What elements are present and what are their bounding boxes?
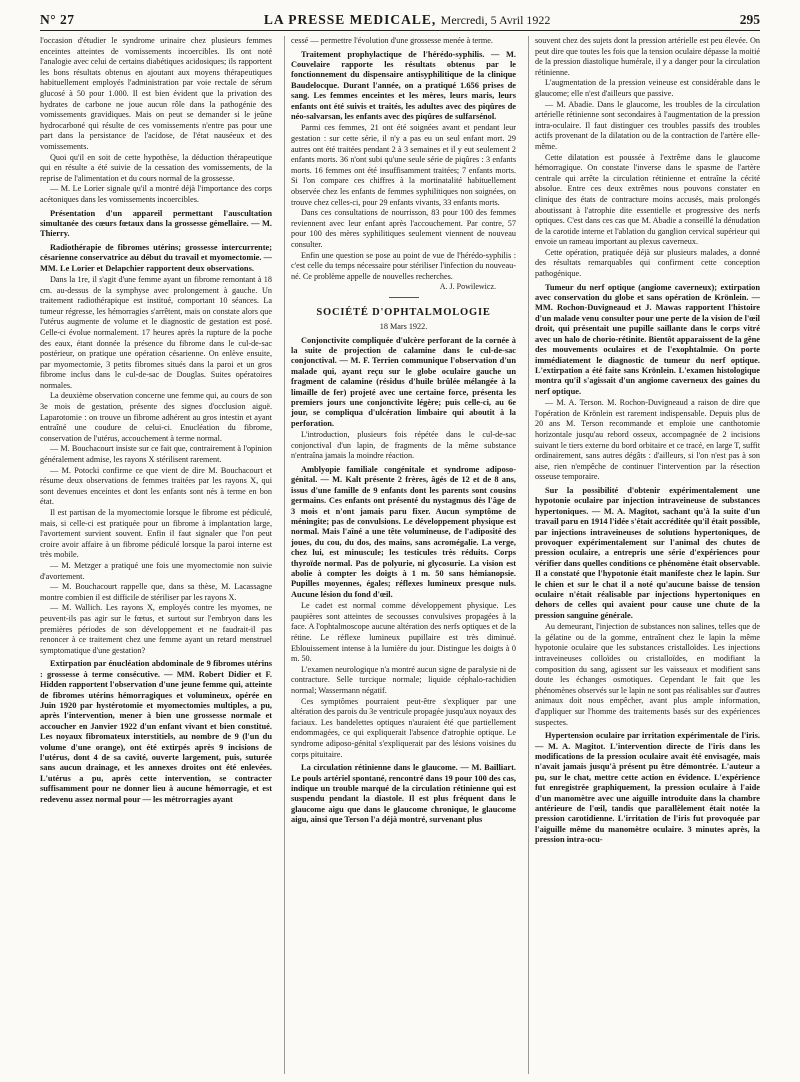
column-3 — [528, 36, 760, 1074]
section-heading: Conjonctivite compliquée d'ulcère perforant de la cornée à la suite de projection de calamine dans le cul-de-sac conjonctival. — M. F. Terrien communique l'observation d'un malade qui, ayant reçu sur le globe oculaire gauche un fragment de calamine (résidus d'huile brûlée mélangée à la limaille de fer) projeté avec une certaine force, présenta les premiers jours une conjonctivite légère; puis celle-ci, au 6e jour, se compliqua d'ulcération limbaire qui aboutit à la perforation. — [291, 335, 516, 428]
section-heading: La circulation rétinienne dans le glaucome. — M. Bailliart. Le pouls artériel spontané, rencontré dans 19 pour 100 des cas, indique un trouble marqué de la circulation rétinienne qui est suspendu pendant la diastole. Il est plus fréquent dans le glaucome aigu que dans le glaucome chronique, le glaucome aigu, ainsi que Terson l'a déjà montré, survenant plus — [291, 763, 516, 825]
paragraph: — M. Abadie. Dans le glaucome, les troubles de la circulation artérielle rétinienne sont secondaires à l'augmentation de la pression intra-oculaire. Il faut distinguer ces troubles passifs des troubles actifs provenant de la dilatation ou de la contraction de l'artère elle-même. — [535, 99, 760, 151]
paragraph: — M. Metzger a pratiqué une fois une myomectomie non suivie d'avortement. — [40, 560, 272, 581]
paragraph: Dans la 1re, il s'agit d'une femme ayant un fibrome remontant à 18 cm. au-dessus de la symphyse avec prolongement à gauche. Un traitement radiothérapique est institué, comportant 10 séances. La tumeur régresse, les hémorragies s'arrêtent, mais on constate alors que l'utérus augmente de volume et le diagnostic de gestation est posé. Celle-ci évolue normalement. 17 heures après la rupture de la poche des eaux, étant donnée la présence du fibrome dans le cul-de-sac postérieur, on pratique une opération césarienne. On enlève ensuite, par myomectomie, 3 petits fibromes situés dans la paroi et un gros fibrome inclus dans le cul-de-sac de Douglas. Suites opératoires normales. — [40, 274, 272, 390]
paragraph: Au demeurant, l'injection de substances non salines, telles que de la gélatine ou de la gomme, entraînent chez le lapin la même hypotonie oculaire que les substances cristalloïdes. Les injections intraveineuses colloïdes ou cristalloïdes, en modifiant la composition du sang, agissent sur les vaisseaux et modifient sans doute les échanges osmotiques. Cependant le fait que les phénomènes observés sur le lapin ne sont pas réalisables sur d'autres animaux doit nous empêcher, avant plus ample information, d'appliquer sur l'homme des traitements basés sur des expériences suspectes. — [535, 622, 760, 727]
society-heading: SOCIÉTÉ D'OPHTALMOLOGIE — [316, 306, 491, 318]
paragraph: La deuxième observation concerne une femme qui, au cours de son 3e mois de gestation, présente des signes d'occlusion aiguë. Laparotomie : on trouve un fibrome adhérent au gros intestin et ayant entraîné une coudure de celui-ci. Enucléation du fibrome, conservation de l'utérus, accouchement à terme normal. — [40, 391, 272, 443]
section-heading: Tumeur du nerf optique (angiome caverneux); extirpation avec conservation du globe et sans opération de Krönlein. — MM. Rochon-Duvigneaud et J. Mawas rapportent l'histoire d'un malade venu consulter pour une perte de la vision de l'œil droit, qui présentait une pupille saillante dans le corps vitré avec un halo de chorio-rétinite. Bientôt apparaissent de la gêne des mouvements oculaires et de l'exophtalmie. On porte immédiatement le diagnostic de tumeur du nerf optique. L'extirpation a été faite sans Krönlein. L'examen histologique montra qu'il s'agissait d'un angiome caverneux des gaines du nerf optique. — [535, 282, 760, 396]
paragraph: Parmi ces femmes, 21 ont été soignées avant et pendant leur gestation : sur cette série, il n'y a pas eu un seul enfant mort. 29 autres ont été traitées pendant 2 à 3 semaines et il y eut seulement 2 enfants morts. 36 n'ont subi qu'une seule série de piqûres : 3 enfants morts. 16 femmes ont été insuffisamment traitées; 7 enfants morts. Si l'on compare ces chiffres à la mortinatalité habituellement observée chez les enfants de femmes syphilitiques non soignées, on trouve chez celles-ci, pour 29 enfants vivants, 33 enfants morts. — [291, 123, 516, 207]
section-heading: Traitement prophylactique de l'hérédo-syphilis. — M. Couvelaire rapporte les résultats obtenus par le fonctionnement du dispensaire antisyphilitique de la clinique Baudelocque. Durant l'année, on a pratiqué 1.656 prises de sang. Les femmes enceintes et les mères, leurs maris, leurs enfants ont été suivis et traités, les adultes avec des piqûres de néo-salvarsan, les enfants avec des piqûres de sulfarsénol. — [291, 49, 516, 122]
paragraph: Le cadet est normal comme développement physique. Les paupières sont atteintes de secousses convulsives propagées à la face. A l'ophtalmoscope aucune altération des nerfs optiques et de la rétine. Le réflexe lumineux pupillaire est très diminué. Eblouissement intense à la lumière du jour. Distingue les doigts à 0 m. 50. — [291, 601, 516, 664]
paragraph: L'augmentation de la pression veineuse est considérable dans le glaucome; elle n'est d'ailleurs que passive. — [535, 78, 760, 98]
section-heading: Amblyopie familiale congénitale et syndrome adiposo-génital. — M. Kalt présente 2 frères, âgés de 12 et de 8 ans, issus d'une famille de 9 enfants dont les parents sont cousins germains. Ces enfants ont présenté du nystagmus dès l'âge de 3 mois et n'ont jamais paru fixer. Aucun symptôme de méningite; pas de convulsions. Le développement physique est normal. Mais l'aîné a une tête volumineuse, de l'adiposité des joues, du cou, du dos, des mains, sans acromégalie. La verge, chez lui, est minuscule; les testicules très réduits. Corps thyroïde normal. Pas de polyurie, ni glycosurie. La vision est abolie à compter les doigts à 1 m. 50 sans hémianopsie. Pupilles moyennes, égales; réflexes lumineux presque nuls. Aucune lésion du fond d'œil. — [291, 464, 516, 599]
issue-date: Mercredi, 5 Avril 1922 — [440, 13, 551, 27]
paragraph: Cette opération, pratiquée déjà sur plusieurs malades, a donné des résultats remarquables qui confirment cette conception pathogénique. — [535, 247, 760, 279]
page-number: 295 — [739, 12, 760, 27]
paragraph: cessé — permettre l'évolution d'une grossesse menée à terme. — [291, 36, 493, 45]
section-divider — [389, 297, 419, 298]
paragraph: Cette dilatation est poussée à l'extrême dans le glaucome hémorragique. On constate l'inverse dans le spasme de l'artère centrale qui arrête la circulation rétinienne et entraîne la cécité absolue. Entre ces deux extrêmes nous pouvons constater en clinique des états de contracture moins accusés, mais prolongés aboutissant à l'atrophie dite essentielle et progressive des nerfs optiques. C'est dans ces cas que M. Abadie a conseillé la dénudation de la carotide interne et l'ablation du ganglion cervical supérieur qui envoie un rameau important au plexus caverneux. — [535, 152, 760, 247]
session-date: 18 Mars 1922. — [379, 321, 428, 331]
paragraph: — M. Bouchacourt rappelle que, dans sa thèse, M. Lacassagne montre combien il est difficile de stériliser par les rayons X. — [40, 582, 272, 602]
section-heading: Présentation d'un appareil permettant l'auscultation simultanée des cœurs fœtaux dans la grossesse gémellaire. — M. Thierry. — [40, 208, 272, 239]
issue-number: N° 27 — [40, 12, 75, 27]
paragraph: L'examen neurologique n'a montré aucun signe de paralysie ni de contracture. Selle turcique normale; liquide céphalo-rachidien normal; Wassermann négatif. — [291, 664, 516, 695]
section-heading: Sur la possibilité d'obtenir expérimentalement une hypotonie oculaire par injection intraveineuse de substances hypertoniques. — M. A. Magitot, sachant qu'à la suite d'un travail paru en 1914 l'idée s'était accréditée qu'il était possible, par injections intraveineuses de solutions hypertoniques, de provoquer expérimentalement sur l'animal des chutes de pression oculaire, a entrepris une série d'expériences pour vérifier dans quelles conditions ce phénomène était observable. Il a constaté que l'hypotonie était manifeste chez le lapin. Sur le chien et sur le chat il a noté qu'aucune baisse de tension oculaire n'était réalisable par injections hypertoniques en dehors de celles qui avaient pour cause une chute de la pression sanguine générale. — [535, 485, 760, 620]
paragraph: Dans ces consultations de nourrisson, 83 pour 100 des femmes reviennent avec leur enfant après l'accouchement. Par contre, 57 pour 100 des mères syphilitiques seulement viennent de nouveau consulter. — [291, 208, 516, 249]
author-signature: A. J. Powilewicz. — [439, 282, 496, 292]
column-2 — [284, 36, 516, 1074]
journal-title-line — [264, 12, 551, 28]
paragraph: l'occasion d'étudier le syndrome urinaire chez plusieurs femmes enceintes atteintes de vomissements incoercibles. Ils ont noté l'analogie avec celui de certains diabétiques acidosiques; ils rapportent les bons résultats obtenus en ajoutant aux moyens thérapeutiques habituellement employés l'administration par voie rectale de sérum glucosé à 50 pour 1.000. Il est bien évident que la privation des hydrates de carbone ne joue aucun rôle dans la pathogénie des vomissements gravidiques. Mais on peut se demander si le jeûne hydrocarboné qui résulte de ces vomissements n'entre pas pour une part dans la persistance de l'acidose, de l'état nauséeux et des vomissements. — [40, 36, 272, 151]
paragraph: — M. Le Lorier signale qu'il a montré déjà l'importance des corps acétoniques dans les vomissements incoercibles. — [40, 184, 272, 204]
paragraph: Ces symptômes pourraient peut-être s'expliquer par une altération des parois du 3e ventricule propagée jusqu'aux noyaux des faciaux. Les bandelettes optiques n'auraient été que partiellement endommagées, ce qui expliquerait l'absence d'atrophie optique. Le syndrome adiposo-génital s'expliquerait par des lésions voisines du corps pituitaire. — [291, 696, 516, 759]
page-header — [40, 10, 760, 31]
article-columns — [40, 36, 760, 1074]
paragraph: — M. Potocki confirme ce que vient de dire M. Bouchacourt et résume deux observations de femmes traitées par les rayons X, qui sont devenues enceintes et dont les enfants sont nés à terme en bon état. — [40, 465, 272, 507]
paragraph: Enfin une question se pose au point de vue de l'hérédo-syphilis : c'est celle du temps nécessaire pour stériliser l'infection du nouveau-né. Ce problème appelle de nouvelles recherches. — [291, 250, 516, 281]
paragraph: souvent chez des sujets dont la pression artérielle est peu élevée. On peut dire que toutes les fois que la tension oculaire dépasse la moitié de la pression diastolique humérale, il y a danger pour la circulation rétinienne. — [535, 36, 760, 77]
paragraph: — M. A. Terson. M. Rochon-Duvigneaud a raison de dire que l'opération de Krönlein est rarement indispensable. Depuis plus de 20 ans M. Terson recommande et emploie une canthotomie horizontale jusqu'au rebord osseux, accompagnée de 2 incisions suivant le tiers externe du bord orbitaire et ce tracé, en large T, suffit ordinairement, sans autres dégâts : d'ailleurs, si l'on n'est pas à son aise, rien n'empêche de continuer l'intervention par la résection osseuse temporaire. — [535, 398, 760, 482]
paragraph: Quoi qu'il en soit de cette hypothèse, la déduction thérapeutique qui en résulte a été suivie de la cessation des vomissements, de la reprise de l'alimentation et du cours normal de la grossesse. — [40, 152, 272, 183]
column-1 — [40, 36, 272, 1074]
section-heading: Hypertension oculaire par irritation expérimentale de l'iris. — M. A. Magitot. L'intervention directe de l'iris dans les modifications de la pression oculaire avait été envisagée, mais n'avait jamais jusqu'à présent pu être démontrée. L'auteur a pu, sur le chat, mettre cette action en évidence. L'expérience fut enregistrée graphiquement, la pression oculaire à l'aide d'un manomètre avec une aiguille introduite dans la chambre antérieure de l'œil, tandis que parallèlement était notée la pression carotidienne. L'irritation de l'iris fut provoquée par l'aiguille même du manomètre oculaire. 3 minutes après, la pression intra-ocu- — [535, 731, 760, 845]
paragraph: — M. Wallich. Les rayons X, employés contre les myomes, ne peuvent-ils pas agir sur le fœtus, et surtout sur l'embryon dans les premières périodes de son développement et ne faudrait-il pas renoncer à ce traitement chez une femme ayant un retard menstruel symptomatique d'une gestation? — [40, 603, 272, 655]
paragraph: Il est partisan de la myomectomie lorsque le fibrome est pédiculé, mais, si celle-ci est pratiquée pour un fibrome à implantation large, l'avortement survient souvent. Enfin il faut signaler que l'on peut croire avoir affaire à un fibrome pédiculé lorsque la paroi interne est très mobile. — [40, 508, 272, 560]
journal-title: LA PRESSE MEDICALE, — [263, 12, 437, 27]
section-heading: Extirpation par énucléation abdominale de 9 fibromes utérins : grossesse à terme consécutive. — MM. Robert Didier et F. Hidden rapportent l'observation d'une jeune femme qui, atteinte de fibromes utérins hémorragiques et volumineux, opérée en Juin 1920 par hystérotomie et myomectomies multiples, a pu, après l'intervention, mener à bien une grossesse normale et accoucher en Janvier 1922 d'un enfant vivant et bien constitué. Les noyaux fibromateux interstitiels, au nombre de 9 (l'un du volume d'une orange), ont été extirpés après 9 incisions de l'utérus, dont 4 de sa cavité, ouverte largement, puis, suturée sans aucun drainage, et les annexes droites ont été enlevées. L'utérus a pu, après cette intervention, se contracter suffisamment pour ne donner lieu à aucune hémorragie, et est redevenu assez normal pour — les métrorragies ayant — [40, 659, 272, 804]
paragraph: L'introduction, plusieurs fois répétée dans le cul-de-sac conjonctival d'un lapin, de fragments de la même substance n'entraîna jamais la moindre réaction. — [291, 430, 516, 461]
paragraph: — M. Bouchacourt insiste sur ce fait que, contrairement à l'opinion généralement admise, les rayons X stérilisent rarement. — [40, 444, 272, 465]
section-heading: Radiothérapie de fibromes utérins; grossesse intercurrente; césarienne conservatrice au début du travail et myomectomie. — MM. Le Lorier et Delapchier rapportent deux observations. — [40, 242, 272, 273]
